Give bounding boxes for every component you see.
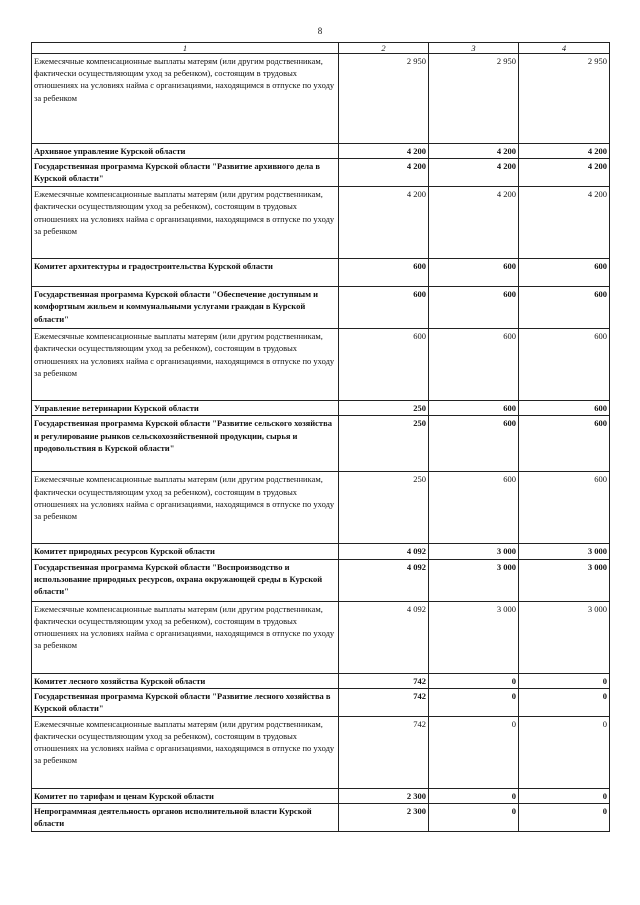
value-col-4-cell: 4 200 [519,144,610,159]
table-body [32,54,610,832]
value-col-3-cell: 600 [429,259,519,287]
value-col-2-cell: 742 [339,688,429,716]
value-col-2-cell: 250 [339,416,429,472]
table-row [32,54,610,144]
table-row [32,159,610,187]
value-col-3-cell: 4 200 [429,187,519,259]
table-row [32,187,610,259]
value-col-2-cell: 4 200 [339,187,429,259]
row-name-cell: Ежемесячные компенсационные выплаты матерям (или другим родственникам, фактически осуществляющим уход за ребенком), состоящим в трудовых отношениях на условиях найма с организациями, находящимся в отпуске по уходу за ребенком [32,472,339,544]
value-col-4-cell: 4 200 [519,187,610,259]
row-name-cell: Комитет природных ресурсов Курской области [32,544,339,559]
column-header-2: 2 [339,43,429,54]
value-col-2-cell: 4 200 [339,144,429,159]
value-col-2-cell: 2 300 [339,788,429,803]
table-row [32,716,610,788]
value-col-4-cell: 4 200 [519,159,610,187]
value-col-2-cell: 600 [339,259,429,287]
value-col-4-cell: 0 [519,788,610,803]
value-col-2-cell: 742 [339,673,429,688]
value-col-4-cell: 3 000 [519,544,610,559]
value-col-3-cell: 600 [429,401,519,416]
row-name-cell: Государственная программа Курской области "Воспроизводство и использование природных ресурсов, охрана окружающей среды в Курской области" [32,559,339,601]
row-name-cell: Комитет архитектуры и градостроительства Курской области [32,259,339,287]
row-name-cell: Государственная программа Курской области "Развитие архивного дела в Курской области" [32,159,339,187]
value-col-3-cell: 600 [429,287,519,329]
row-name-cell: Комитет лесного хозяйства Курской области [32,673,339,688]
value-col-3-cell: 600 [429,329,519,401]
value-col-4-cell: 3 000 [519,559,610,601]
value-col-2-cell: 250 [339,401,429,416]
row-name-cell: Ежемесячные компенсационные выплаты матерям (или другим родственникам, фактически осуществляющим уход за ребенком), состоящим в трудовых отношениях на условиях найма с организациями, находящимся в отпуске по уходу за ребенком [32,601,339,673]
value-col-4-cell: 600 [519,416,610,472]
table-row [32,401,610,416]
value-col-3-cell: 3 000 [429,601,519,673]
table-row [32,544,610,559]
row-name-cell: Ежемесячные компенсационные выплаты матерям (или другим родственникам, фактически осуществляющим уход за ребенком), состоящим в трудовых отношениях на условиях найма с организациями, находящимся в отпуске по уходу за ребенком [32,187,339,259]
table-row [32,788,610,803]
table-row [32,673,610,688]
value-col-3-cell: 2 950 [429,54,519,144]
row-name-cell: Архивное управление Курской области [32,144,339,159]
table-row [32,601,610,673]
value-col-4-cell: 600 [519,401,610,416]
value-col-4-cell: 0 [519,716,610,788]
value-col-2-cell: 4 200 [339,159,429,187]
table-row [32,559,610,601]
row-name-cell: Непрограммная деятельность органов исполнительной власти Курской области [32,804,339,832]
value-col-3-cell: 0 [429,716,519,788]
table-row [32,804,610,832]
value-col-3-cell: 0 [429,788,519,803]
table-row [32,329,610,401]
table-row [32,144,610,159]
value-col-3-cell: 600 [429,472,519,544]
value-col-2-cell: 4 092 [339,559,429,601]
row-name-cell: Государственная программа Курской области "Развитие сельского хозяйства и регулирование рынков сельскохозяйственной продукции, сырья и продовольствия в Курской области" [32,416,339,472]
value-col-4-cell: 3 000 [519,601,610,673]
column-header-3: 3 [429,43,519,54]
table-row [32,472,610,544]
value-col-4-cell: 0 [519,688,610,716]
value-col-2-cell: 2 300 [339,804,429,832]
column-header-1: 1 [32,43,339,54]
value-col-3-cell: 3 000 [429,544,519,559]
row-name-cell: Государственная программа Курской области "Обеспечение доступным и комфортным жильем и коммунальными услугами граждан в Курской области" [32,287,339,329]
value-col-4-cell: 2 950 [519,54,610,144]
value-col-4-cell: 0 [519,673,610,688]
table-row [32,416,610,472]
value-col-4-cell: 600 [519,259,610,287]
table-row [32,259,610,287]
budget-table [31,42,610,832]
value-col-2-cell: 600 [339,287,429,329]
column-number-row [32,43,610,54]
column-header-4: 4 [519,43,610,54]
value-col-3-cell: 600 [429,416,519,472]
value-col-3-cell: 0 [429,673,519,688]
value-col-2-cell: 2 950 [339,54,429,144]
value-col-2-cell: 4 092 [339,544,429,559]
table-row [32,287,610,329]
value-col-3-cell: 4 200 [429,144,519,159]
value-col-2-cell: 742 [339,716,429,788]
table-row [32,688,610,716]
value-col-4-cell: 600 [519,287,610,329]
row-name-cell: Ежемесячные компенсационные выплаты матерям (или другим родственникам, фактически осуществляющим уход за ребенком), состоящим в трудовых отношениях на условиях найма с организациями, находящимся в отпуске по уходу за ребенком [32,716,339,788]
value-col-2-cell: 250 [339,472,429,544]
value-col-3-cell: 3 000 [429,559,519,601]
value-col-4-cell: 600 [519,472,610,544]
value-col-2-cell: 600 [339,329,429,401]
page-number: 8 [317,26,323,36]
value-col-3-cell: 4 200 [429,159,519,187]
value-col-2-cell: 4 092 [339,601,429,673]
value-col-4-cell: 600 [519,329,610,401]
row-name-cell: Управление ветеринарии Курской области [32,401,339,416]
row-name-cell: Ежемесячные компенсационные выплаты матерям (или другим родственникам, фактически осуществляющим уход за ребенком), состоящим в трудовых отношениях на условиях найма с организациями, находящимся в отпуске по уходу за ребенком [32,54,339,144]
value-col-4-cell: 0 [519,804,610,832]
row-name-cell: Ежемесячные компенсационные выплаты матерям (или другим родственникам, фактически осуществляющим уход за ребенком), состоящим в трудовых отношениях на условиях найма с организациями, находящимся в отпуске по уходу за ребенком [32,329,339,401]
value-col-3-cell: 0 [429,688,519,716]
row-name-cell: Государственная программа Курской области "Развитие лесного хозяйства в Курской области" [32,688,339,716]
row-name-cell: Комитет по тарифам и ценам Курской области [32,788,339,803]
value-col-3-cell: 0 [429,804,519,832]
